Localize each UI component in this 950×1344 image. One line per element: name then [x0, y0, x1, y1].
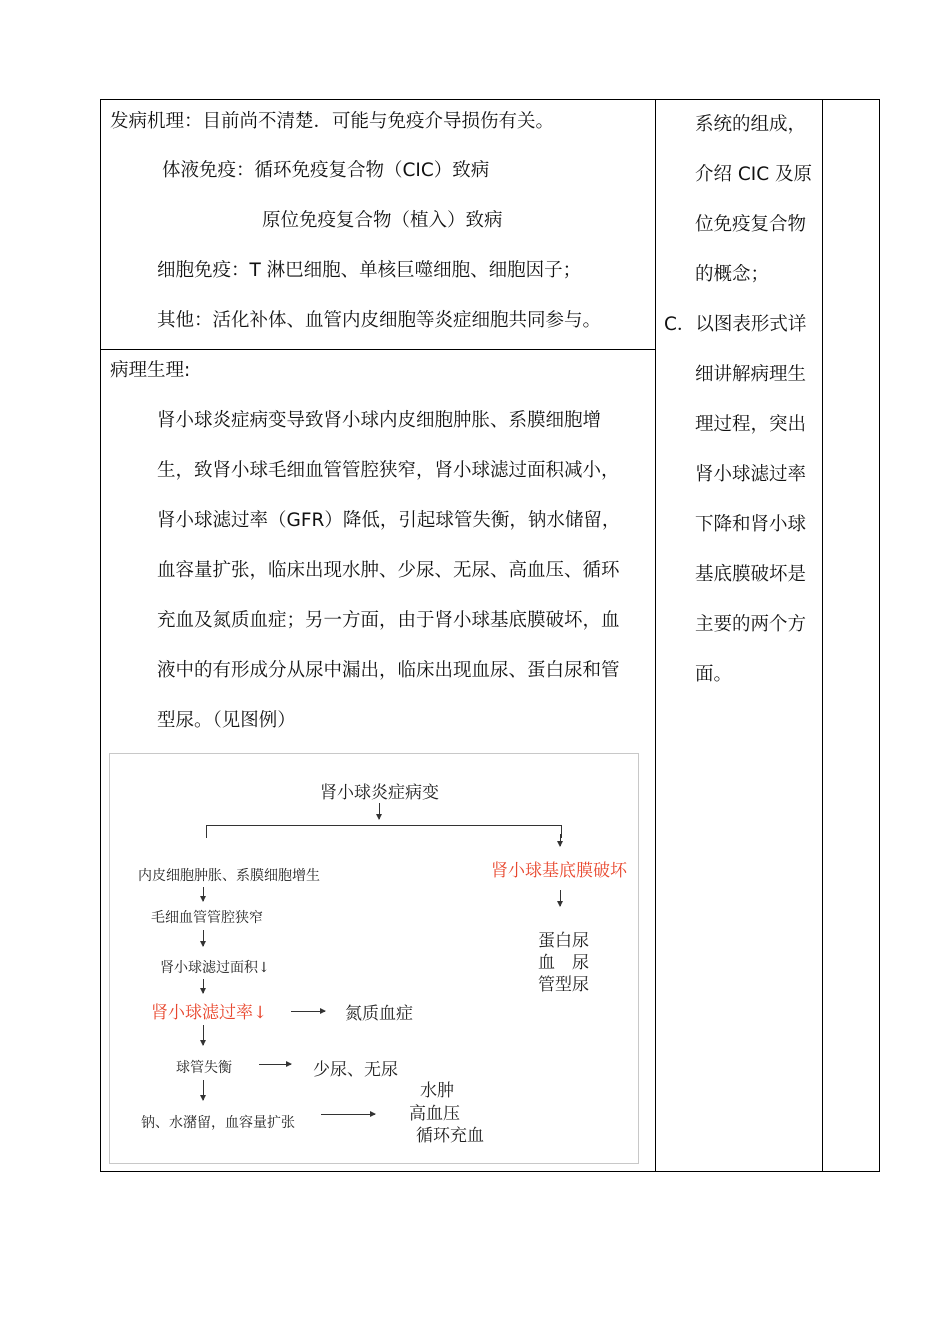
mechanism-other: 其他：活化补体、血管内皮细胞等炎症细胞共同参与。 — [157, 310, 602, 331]
notes-line: C．以图表形式详 — [664, 314, 807, 335]
diagram-result-hypertension: 高血压 — [409, 1104, 460, 1124]
diagram-left-step-6: 钠、水潴留，血容量扩张 — [141, 1115, 295, 1131]
notes-line: 理过程，突出 — [695, 414, 807, 435]
diagram-azotemia: 氮质血症 — [345, 1004, 413, 1024]
mechanism-title: 发病机理：目前尚不清楚．可能与免疫介导损伤有关。 — [110, 111, 555, 132]
diagram-result-edema: 水肿 — [420, 1081, 454, 1101]
diagram-left-step-1: 内皮细胞肿胀、系膜细胞增生 — [138, 868, 320, 884]
arrow-to-edema — [321, 1114, 375, 1115]
diagram-left-step-4-highlight: 肾小球滤过率↓ — [151, 1003, 268, 1023]
mechanism-cellular: 细胞免疫：T 淋巴细胞、单核巨噬细胞、细胞因子； — [157, 260, 582, 281]
diagram-result-congestion: 循环充血 — [416, 1126, 484, 1146]
notes-line: 系统的组成， — [695, 114, 807, 135]
pathophysiology-line: 肾小球滤过率（GFR）降低，引起球管失衡，钠水储留， — [157, 510, 621, 531]
arrow-left-1 — [203, 887, 204, 901]
column-divider-2 — [822, 99, 823, 1172]
diagram-left-step-3: 肾小球滤过面积↓ — [160, 960, 270, 976]
arrow-to-azotemia — [291, 1011, 325, 1012]
arrow-right-branch — [560, 834, 561, 846]
pathophysiology-line: 充血及氮质血症；另一方面，由于肾小球基底膜破坏，血 — [157, 610, 620, 631]
diagram-oliguria: 少尿、无尿 — [313, 1060, 398, 1080]
diagram-left-step-5: 球管失衡 — [176, 1060, 232, 1076]
arrow-left-3 — [203, 979, 204, 993]
mechanism-insitu: 原位免疫复合物（植入）致病 — [262, 210, 503, 231]
table-top-border — [100, 99, 880, 100]
arrow-root-down — [379, 803, 380, 819]
notes-line: 位免疫复合物 — [695, 214, 807, 235]
diagram-result-proteinuria: 蛋白尿 — [538, 931, 589, 951]
arrow-left-4 — [203, 1025, 204, 1045]
diagram-result-casts: 管型尿 — [538, 975, 589, 995]
pathophysiology-line: 生，致肾小球毛细血管管腔狭窄，肾小球滤过面积减小， — [157, 460, 620, 481]
notes-line: 的概念； — [695, 264, 770, 285]
arrow-right-1 — [560, 890, 561, 906]
notes-line: 面。 — [695, 664, 733, 685]
diagram-result-hematuria: 血 尿 — [538, 953, 589, 973]
notes-line: 下降和肾小球 — [695, 514, 807, 535]
table-bottom-border — [100, 1171, 880, 1172]
pathophysiology-line: 型尿。（见图例） — [157, 710, 296, 731]
diagram-right-step-1-highlight: 肾小球基底膜破坏 — [491, 861, 627, 881]
notes-line: 细讲解病理生 — [695, 364, 807, 385]
column-divider-1 — [655, 99, 656, 1172]
diagram-left-step-2: 毛细血管管腔狭窄 — [151, 910, 263, 926]
table-right-border — [879, 99, 880, 1172]
pathophysiology-line: 肾小球炎症病变导致肾小球内皮细胞肿胀、系膜细胞增 — [157, 410, 602, 431]
mechanism-humoral: 体液免疫：循环免疫复合物（CIC）致病 — [162, 160, 490, 181]
notes-line: 肾小球滤过率 — [695, 464, 807, 485]
branch-bracket — [206, 825, 562, 838]
notes-line: 介绍 CIC 及原 — [695, 164, 813, 185]
arrow-left-2 — [203, 930, 204, 946]
arrow-left-5 — [203, 1080, 204, 1100]
diagram-root: 肾小球炎症病变 — [320, 783, 439, 803]
notes-line: 基底膜破坏是 — [695, 564, 807, 585]
pathophysiology-title: 病理生理: — [110, 360, 191, 381]
row-divider — [100, 349, 656, 350]
pathophysiology-line: 血容量扩张，临床出现水肿、少尿、无尿、高血压、循环 — [157, 560, 620, 581]
pathophysiology-line: 液中的有形成分从尿中漏出，临床出现血尿、蛋白尿和管 — [157, 660, 620, 681]
table-left-border — [100, 99, 101, 1172]
arrow-to-oliguria — [259, 1064, 291, 1065]
notes-line: 主要的两个方 — [695, 614, 807, 635]
